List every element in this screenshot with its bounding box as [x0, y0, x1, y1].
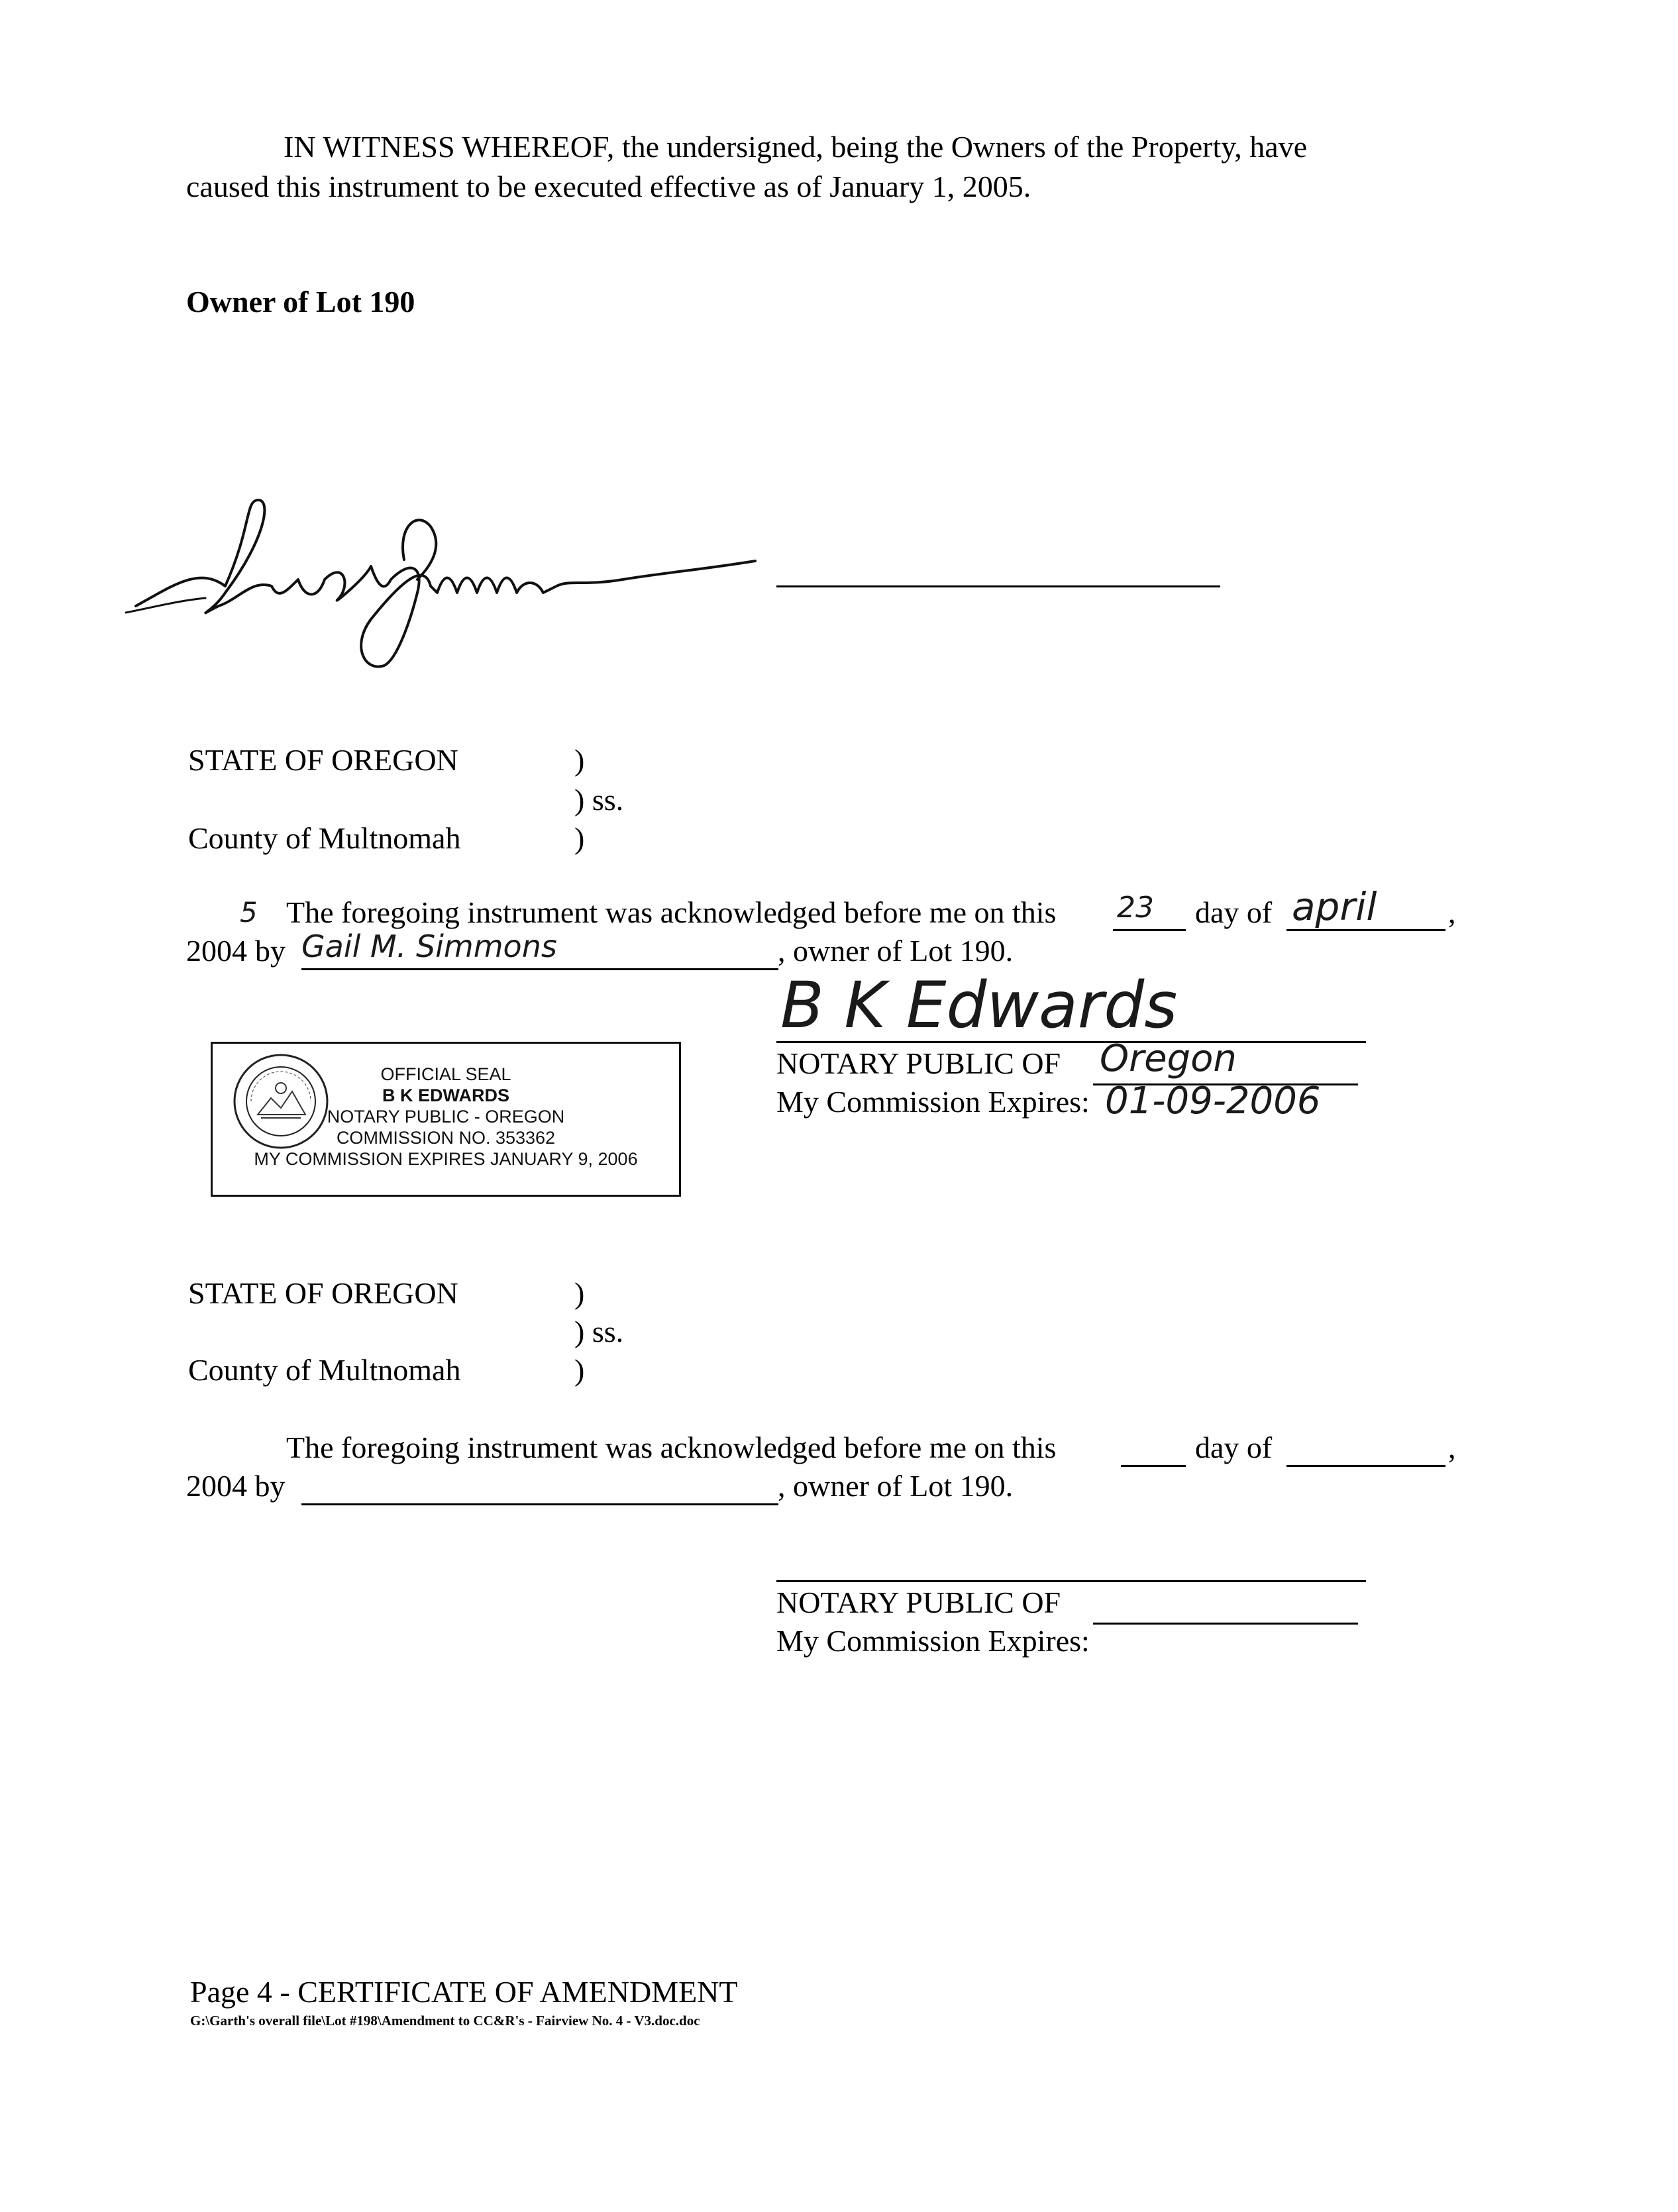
by-name-handwritten: Gail M. Simmons [301, 929, 557, 964]
notary-state-handwritten: Oregon [1100, 1037, 1237, 1080]
ss-label-2: ) ss. [574, 1315, 624, 1348]
state-label-2: STATE OF OREGON [188, 1276, 458, 1310]
commission-date-handwritten: 01-09-2006 [1105, 1080, 1321, 1123]
seal-line-3: NOTARY PUBLIC - OREGON [327, 1107, 565, 1127]
state-label-1: STATE OF OREGON [188, 743, 458, 777]
county-label-2: County of Multnomah [188, 1353, 461, 1387]
owner-heading: Owner of Lot 190 [186, 285, 415, 319]
day-line-2 [1121, 1465, 1186, 1467]
by-name-line-1 [301, 968, 778, 970]
ack-comma-1: , [1448, 895, 1456, 929]
owner-lot-2: , owner of Lot 190. [778, 1469, 1014, 1503]
ack-prefix-2: The foregoing instrument was acknowledged before me on this [286, 1431, 1057, 1464]
ss-label-1: ) ss. [574, 783, 624, 817]
seal-line-5: MY COMMISSION EXPIRES JANUARY 9, 2006 [254, 1149, 638, 1169]
day-line-1 [1113, 929, 1186, 931]
year-correction-mark: 5 [240, 896, 258, 929]
ack-dayof-1: day of [1195, 895, 1273, 929]
paren-bottom-1: ) [574, 821, 585, 855]
paren-top-2: ) [574, 1276, 585, 1310]
month-line-1 [1286, 929, 1445, 931]
notary-public-of-1: NOTARY PUBLIC OF [776, 1046, 1061, 1080]
notary-signature-line-2 [776, 1580, 1366, 1582]
second-owner-signature-line [776, 585, 1220, 587]
by-1: by [255, 934, 286, 968]
owner-lot-1: , owner of Lot 190. [778, 934, 1014, 968]
notary-state-line-2 [1093, 1623, 1358, 1625]
month-line-2 [1286, 1465, 1445, 1467]
ack-prefix-1: The foregoing instrument was acknowledged before me on this [286, 895, 1057, 929]
ack-day-handwritten: 23 [1117, 891, 1154, 925]
year-by-2: 2004 by [186, 1469, 286, 1503]
witness-line-2: caused this instrument to be executed effective as of January 1, 2005. [186, 170, 1031, 203]
commission-expires-1: My Commission Expires: [776, 1085, 1090, 1119]
seal-line-2: B K EDWARDS [382, 1085, 509, 1105]
by-name-line-2 [301, 1503, 778, 1505]
footer-file-path: G:\Garth's overall file\Lot #198\Amendment to CC&R's - Fairview No. 4 - V3.doc.doc [190, 2013, 700, 2029]
county-label-1: County of Multnomah [188, 821, 461, 855]
footer-title: Page 4 - CERTIFICATE OF AMENDMENT [190, 1975, 738, 2009]
commission-expires-2: My Commission Expires: [776, 1624, 1090, 1658]
ack-comma-2: , [1448, 1431, 1456, 1464]
notary-signature: B K Edwards [780, 968, 1178, 1042]
seal-line-1: OFFICIAL SEAL [380, 1064, 511, 1084]
year-1: 2004 [186, 934, 247, 968]
paren-bottom-2: ) [574, 1353, 585, 1387]
ack-month-handwritten: april [1292, 884, 1377, 929]
paren-top-1: ) [574, 743, 585, 777]
official-seal-stamp [211, 1042, 681, 1197]
owner-signature [119, 487, 782, 679]
ack-dayof-2: day of [1195, 1431, 1273, 1464]
notary-signature-line-1 [776, 1041, 1366, 1043]
notary-public-of-2: NOTARY PUBLIC OF [776, 1585, 1061, 1619]
seal-line-4: COMMISSION NO. 353362 [336, 1128, 556, 1148]
witness-line-1: IN WITNESS WHEREOF, the undersigned, being the Owners of the Property, have [284, 130, 1308, 164]
